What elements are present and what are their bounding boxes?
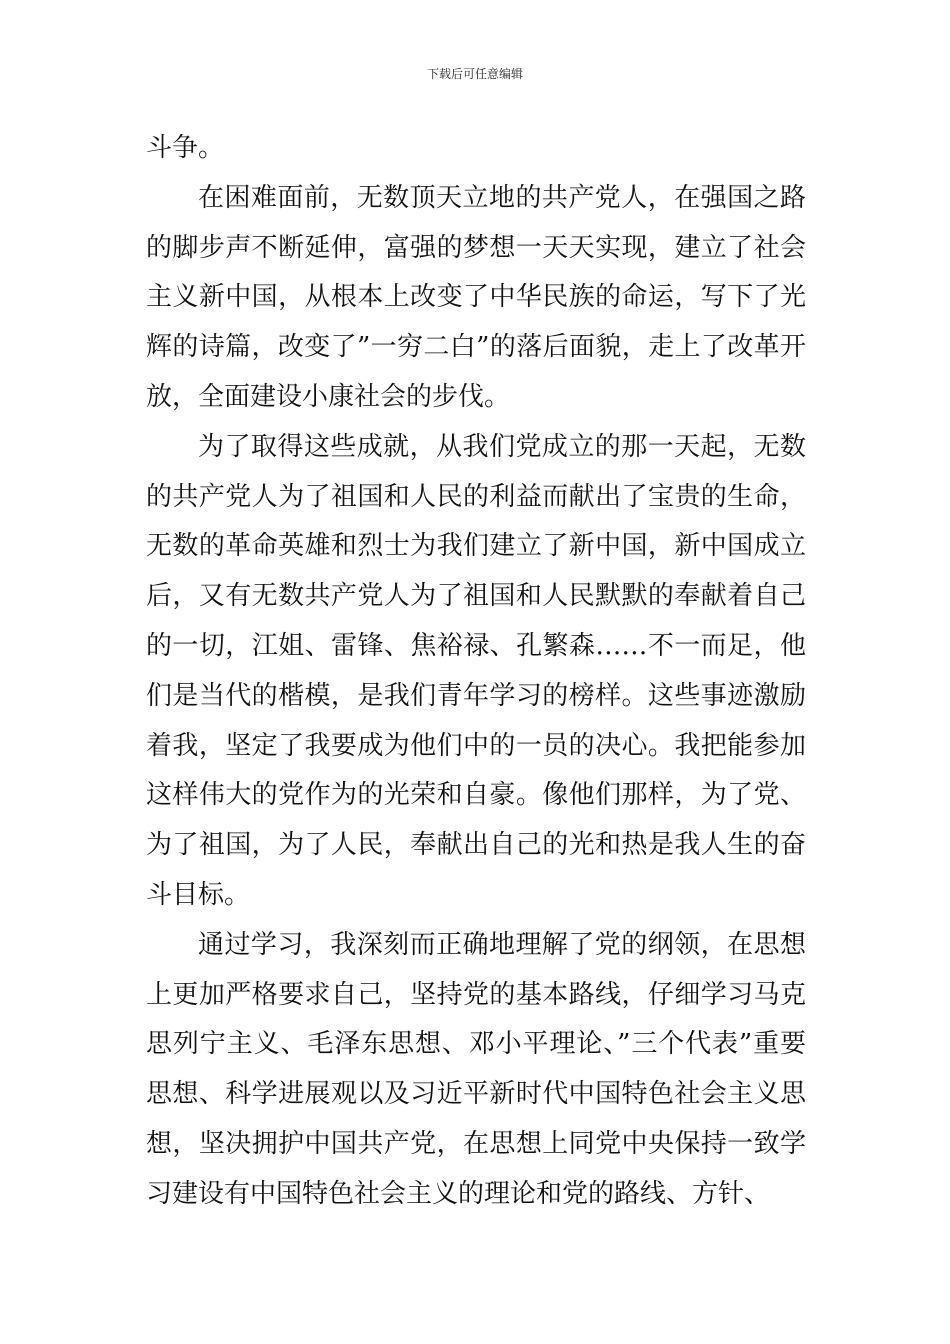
paragraph: 通过学习，我深刻而正确地理解了党的纲领，在思想上更加严格要求自己，坚持党的基本路线，仔细学习马克思列宁主义、毛泽东思想、邓小平理论、”三个代表”重要思想、科学进展观以及习近平新时代中国特色社会主义思想，坚决拥护中国共产党，在思想上同党中央保持一致学习建设有中国特色社会主义的理论和党的路线、方针、: [146, 929, 806, 1209]
paragraph: 为了取得这些成就，从我们党成立的那一天起，无数的共产党人为了祖国和人民的利益而献出了宝贵的生命，无数的革命英雄和烈士为我们建立了新中国，新中国成立后，又有无数共产党人为了祖国和人民默默的奉献着自己的一切，江姐、雷锋、焦裕禄、孔繁森……不一而足，他们是当代的楷模，是我们青年学习的榜样。这些事迹激励着我，坚定了我要成为他们中的一员的决心。我把能参加这样伟大的党作为的光荣和自豪。像他们那样，为了党、为了祖国，为了人民，奉献出自己的光和热是我人生的奋斗目标。: [146, 431, 806, 910]
page-header: 下载后可任意编辑: [426, 67, 523, 81]
paragraph: 在困难面前，无数顶天立地的共产党人，在强国之路的脚步声不断延伸，富强的梦想一天天实现，建立了社会主义新中国，从根本上改变了中华民族的命运，写下了光辉的诗篇，改变了”一穷二白”的落后面貌，走上了改革开放，全面建设小康社会的步伐。: [146, 182, 806, 412]
paragraph: 斗争。: [146, 133, 225, 163]
document-body: [146, 124, 806, 1220]
